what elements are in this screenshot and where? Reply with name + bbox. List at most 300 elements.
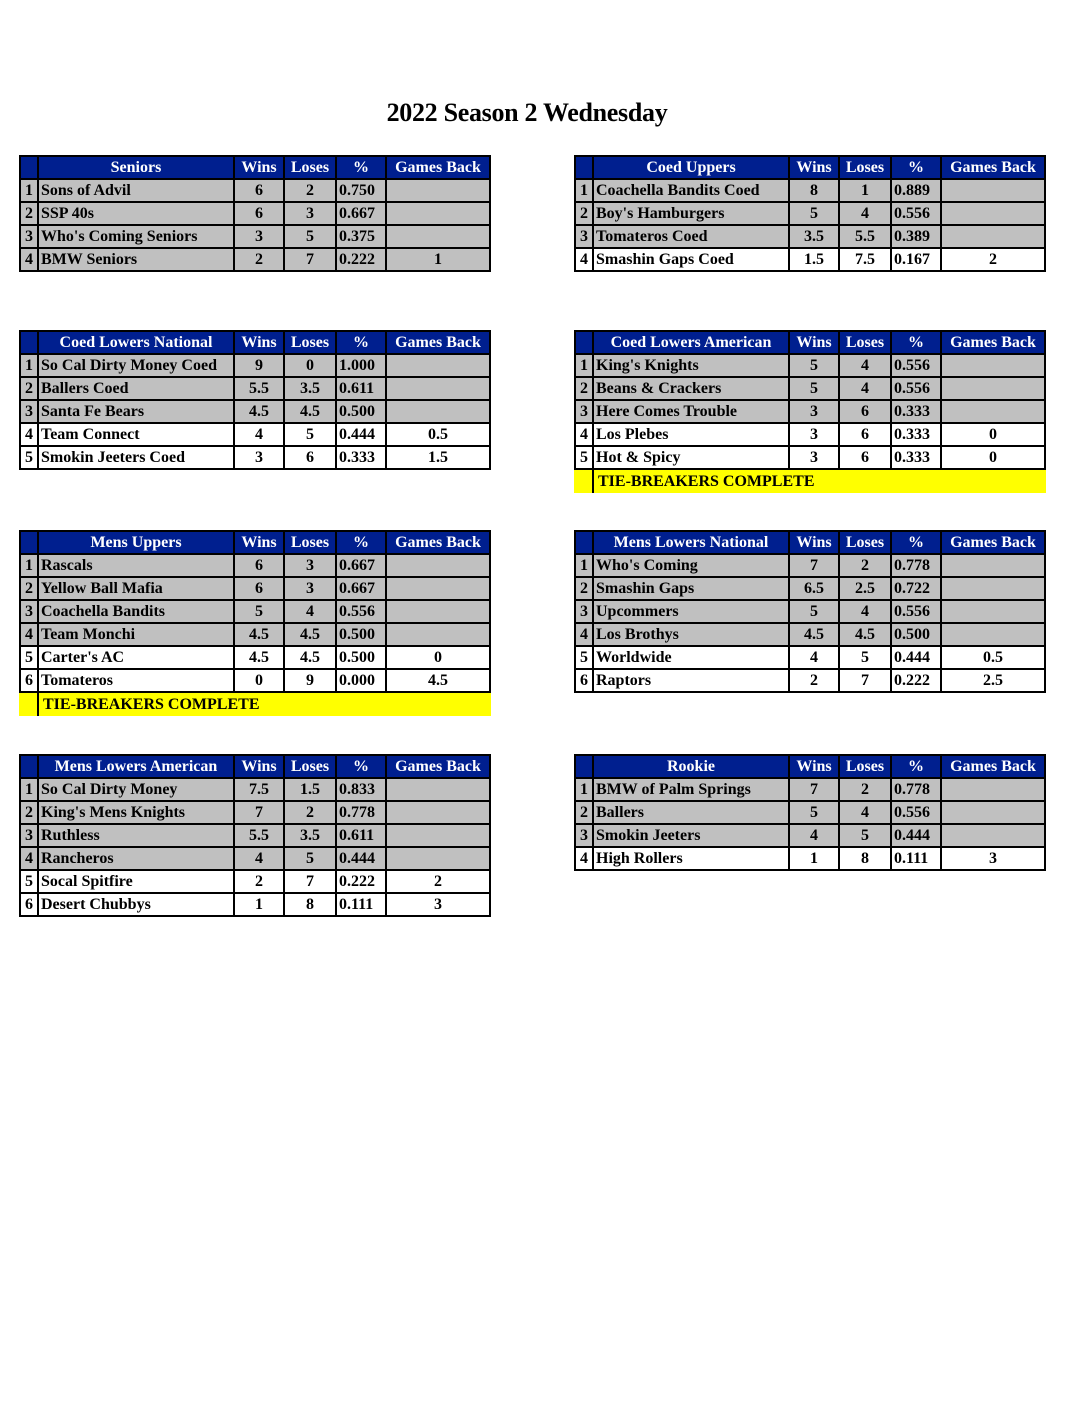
wins-header: Wins xyxy=(789,755,839,778)
games-back-cell: 3 xyxy=(941,847,1045,870)
table-row xyxy=(20,179,490,202)
games-back-cell xyxy=(386,554,490,577)
pct-cell: 0.667 xyxy=(336,202,386,225)
team-name-cell: Raptors xyxy=(593,669,789,692)
table-header-row xyxy=(20,531,490,554)
rank-cell: 2 xyxy=(575,377,593,400)
team-name-cell: Desert Chubbys xyxy=(38,893,234,916)
loses-cell: 3.5 xyxy=(284,377,336,400)
division-name: Mens Lowers National xyxy=(593,531,789,554)
table-header-row xyxy=(20,755,490,778)
loses-cell: 3 xyxy=(284,202,336,225)
tie-breakers-note xyxy=(574,470,1046,493)
team-name-cell: Who's Coming Seniors xyxy=(38,225,234,248)
division-name: Mens Lowers American xyxy=(38,755,234,778)
rank-cell: 2 xyxy=(575,577,593,600)
loses-cell: 6 xyxy=(839,400,891,423)
pct-cell: 0.375 xyxy=(336,225,386,248)
rank-cell: 1 xyxy=(575,554,593,577)
rank-cell: 1 xyxy=(20,554,38,577)
pct-cell: 0.111 xyxy=(891,847,941,870)
loses-cell: 4 xyxy=(839,801,891,824)
team-name-cell: BMW Seniors xyxy=(38,248,234,271)
games-back-cell xyxy=(386,377,490,400)
tie-breakers-text: TIE-BREAKERS COMPLETE xyxy=(598,473,815,490)
loses-header: Loses xyxy=(284,755,336,778)
table-row xyxy=(575,377,1045,400)
games-back-cell xyxy=(386,577,490,600)
loses-cell: 6 xyxy=(284,446,336,469)
pct-cell: 0.444 xyxy=(336,423,386,446)
games-back-header: Games Back xyxy=(386,331,490,354)
table-row xyxy=(20,202,490,225)
wins-header: Wins xyxy=(789,331,839,354)
pct-header: % xyxy=(336,531,386,554)
standings-block-mens-uppers xyxy=(19,530,491,716)
division-name: Seniors xyxy=(38,156,234,179)
team-name-cell: King's Mens Knights xyxy=(38,801,234,824)
standings-block-coed-uppers xyxy=(574,155,1046,272)
standings-block-seniors xyxy=(19,155,491,272)
pct-cell: 0.778 xyxy=(336,801,386,824)
standings-table xyxy=(574,530,1046,693)
loses-cell: 2.5 xyxy=(839,577,891,600)
loses-cell: 7 xyxy=(839,669,891,692)
pct-cell: 0.111 xyxy=(336,893,386,916)
division-name: Coed Lowers American xyxy=(593,331,789,354)
wins-cell: 2 xyxy=(234,248,284,271)
games-back-cell: 3 xyxy=(386,893,490,916)
pct-cell: 0.333 xyxy=(891,446,941,469)
table-header-row xyxy=(20,156,490,179)
rank-header xyxy=(20,755,38,778)
team-name-cell: BMW of Palm Springs xyxy=(593,778,789,801)
games-back-cell xyxy=(941,202,1045,225)
standings-block-coed-lowers-national xyxy=(19,330,491,470)
rank-cell: 1 xyxy=(20,778,38,801)
team-name-cell: Smokin Jeeters Coed xyxy=(38,446,234,469)
wins-cell: 4 xyxy=(789,824,839,847)
table-row xyxy=(20,600,490,623)
wins-cell: 4 xyxy=(234,847,284,870)
pct-cell: 0.833 xyxy=(336,778,386,801)
team-name-cell: Tomateros xyxy=(38,669,234,692)
pct-header: % xyxy=(891,156,941,179)
table-row xyxy=(575,202,1045,225)
wins-cell: 3 xyxy=(234,446,284,469)
loses-cell: 5.5 xyxy=(839,225,891,248)
pct-cell: 0.778 xyxy=(891,554,941,577)
rank-cell: 5 xyxy=(20,446,38,469)
pct-cell: 0.778 xyxy=(891,778,941,801)
rank-cell: 2 xyxy=(20,577,38,600)
table-row xyxy=(575,179,1045,202)
loses-cell: 4 xyxy=(839,202,891,225)
standings-block-mens-lowers-national xyxy=(574,530,1046,693)
rank-cell: 4 xyxy=(575,423,593,446)
wins-cell: 1.5 xyxy=(789,248,839,271)
standings-table xyxy=(574,754,1046,871)
pct-cell: 0.556 xyxy=(336,600,386,623)
games-back-cell xyxy=(941,225,1045,248)
loses-cell: 4.5 xyxy=(284,400,336,423)
wins-cell: 3 xyxy=(789,400,839,423)
wins-cell: 4.5 xyxy=(234,646,284,669)
team-name-cell: Coachella Bandits xyxy=(38,600,234,623)
games-back-cell xyxy=(941,623,1045,646)
wins-header: Wins xyxy=(234,531,284,554)
games-back-cell xyxy=(386,400,490,423)
games-back-cell xyxy=(386,354,490,377)
games-back-header: Games Back xyxy=(941,156,1045,179)
pct-cell: 0.444 xyxy=(891,646,941,669)
loses-cell: 4 xyxy=(284,600,336,623)
team-name-cell: SSP 40s xyxy=(38,202,234,225)
games-back-header: Games Back xyxy=(941,331,1045,354)
team-name-cell: High Rollers xyxy=(593,847,789,870)
pct-cell: 0.444 xyxy=(336,847,386,870)
games-back-cell xyxy=(386,824,490,847)
wins-header: Wins xyxy=(789,531,839,554)
team-name-cell: Smokin Jeeters xyxy=(593,824,789,847)
rank-cell: 6 xyxy=(575,669,593,692)
wins-cell: 5 xyxy=(789,600,839,623)
pct-cell: 0.611 xyxy=(336,824,386,847)
wins-cell: 6 xyxy=(234,554,284,577)
games-back-header: Games Back xyxy=(941,531,1045,554)
table-header-row xyxy=(575,755,1045,778)
team-name-cell: Beans & Crackers xyxy=(593,377,789,400)
wins-cell: 2 xyxy=(789,669,839,692)
rank-header xyxy=(20,156,38,179)
loses-cell: 6 xyxy=(839,446,891,469)
games-back-cell xyxy=(941,824,1045,847)
table-row xyxy=(20,870,490,893)
team-name-cell: King's Knights xyxy=(593,354,789,377)
games-back-cell: 0.5 xyxy=(386,423,490,446)
wins-header: Wins xyxy=(234,331,284,354)
loses-header: Loses xyxy=(839,156,891,179)
wins-cell: 3 xyxy=(789,446,839,469)
loses-cell: 5 xyxy=(284,225,336,248)
games-back-cell: 4.5 xyxy=(386,669,490,692)
wins-cell: 6 xyxy=(234,202,284,225)
standings-block-rookie xyxy=(574,754,1046,871)
games-back-header: Games Back xyxy=(386,531,490,554)
games-back-cell: 2 xyxy=(941,248,1045,271)
loses-cell: 7 xyxy=(284,870,336,893)
loses-cell: 6 xyxy=(839,423,891,446)
table-row xyxy=(575,623,1045,646)
rank-header xyxy=(575,156,593,179)
team-name-cell: Coachella Bandits Coed xyxy=(593,179,789,202)
table-row xyxy=(575,646,1045,669)
team-name-cell: Socal Spitfire xyxy=(38,870,234,893)
wins-cell: 7 xyxy=(789,778,839,801)
wins-cell: 6.5 xyxy=(789,577,839,600)
team-name-cell: Ballers xyxy=(593,801,789,824)
team-name-cell: So Cal Dirty Money Coed xyxy=(38,354,234,377)
rank-cell: 4 xyxy=(575,623,593,646)
games-back-cell xyxy=(386,847,490,870)
loses-cell: 4.5 xyxy=(284,646,336,669)
pct-cell: 0.500 xyxy=(336,646,386,669)
team-name-cell: Ruthless xyxy=(38,824,234,847)
games-back-header: Games Back xyxy=(386,755,490,778)
rank-cell: 3 xyxy=(20,824,38,847)
team-name-cell: Carter's AC xyxy=(38,646,234,669)
standings-table xyxy=(19,155,491,272)
table-row xyxy=(575,600,1045,623)
table-header-row xyxy=(575,156,1045,179)
wins-cell: 4.5 xyxy=(234,623,284,646)
rank-cell: 2 xyxy=(575,801,593,824)
wins-cell: 5 xyxy=(789,801,839,824)
wins-header: Wins xyxy=(789,156,839,179)
team-name-cell: Rancheros xyxy=(38,847,234,870)
pct-cell: 0.389 xyxy=(891,225,941,248)
table-header-row xyxy=(575,331,1045,354)
page-title: 2022 Season 2 Wednesday xyxy=(386,98,668,127)
pct-cell: 0.556 xyxy=(891,377,941,400)
wins-cell: 7.5 xyxy=(234,778,284,801)
loses-cell: 0 xyxy=(284,354,336,377)
pct-cell: 0.444 xyxy=(891,824,941,847)
games-back-cell xyxy=(386,225,490,248)
rank-cell: 3 xyxy=(575,400,593,423)
pct-header: % xyxy=(891,531,941,554)
table-row xyxy=(20,824,490,847)
wins-header: Wins xyxy=(234,156,284,179)
table-row xyxy=(575,801,1045,824)
wins-cell: 3.5 xyxy=(789,225,839,248)
games-back-cell xyxy=(386,801,490,824)
pct-cell: 0.667 xyxy=(336,554,386,577)
table-row xyxy=(20,446,490,469)
pct-cell: 0.167 xyxy=(891,248,941,271)
table-row xyxy=(575,669,1045,692)
standings-block-coed-lowers-american xyxy=(574,330,1046,493)
wins-cell: 3 xyxy=(234,225,284,248)
rank-cell: 2 xyxy=(20,801,38,824)
loses-cell: 3.5 xyxy=(284,824,336,847)
tie-breakers-note xyxy=(19,693,491,716)
table-row xyxy=(575,446,1045,469)
pct-cell: 0.722 xyxy=(891,577,941,600)
pct-header: % xyxy=(336,331,386,354)
table-row xyxy=(20,801,490,824)
table-row xyxy=(575,554,1045,577)
loses-header: Loses xyxy=(284,531,336,554)
pct-cell: 0.667 xyxy=(336,577,386,600)
table-row xyxy=(20,669,490,692)
loses-cell: 4.5 xyxy=(284,623,336,646)
wins-cell: 4 xyxy=(789,646,839,669)
rank-cell: 1 xyxy=(575,354,593,377)
games-back-cell: 0.5 xyxy=(941,646,1045,669)
table-row xyxy=(20,423,490,446)
games-back-cell xyxy=(941,554,1045,577)
rank-header xyxy=(20,331,38,354)
loses-cell: 4.5 xyxy=(839,623,891,646)
pct-cell: 0.556 xyxy=(891,202,941,225)
rank-cell: 5 xyxy=(20,646,38,669)
games-back-cell xyxy=(941,778,1045,801)
rank-header xyxy=(575,331,593,354)
rank-cell: 4 xyxy=(20,623,38,646)
team-name-cell: Smashin Gaps xyxy=(593,577,789,600)
wins-cell: 6 xyxy=(234,577,284,600)
team-name-cell: Who's Coming xyxy=(593,554,789,577)
rank-cell: 4 xyxy=(20,248,38,271)
pct-cell: 0.500 xyxy=(336,623,386,646)
pct-cell: 0.222 xyxy=(891,669,941,692)
pct-header: % xyxy=(891,755,941,778)
loses-header: Loses xyxy=(284,331,336,354)
wins-cell: 5 xyxy=(234,600,284,623)
loses-cell: 2 xyxy=(839,554,891,577)
games-back-cell: 0 xyxy=(941,446,1045,469)
wins-cell: 4.5 xyxy=(234,400,284,423)
wins-cell: 5 xyxy=(789,354,839,377)
pct-cell: 0.500 xyxy=(336,400,386,423)
games-back-cell xyxy=(941,801,1045,824)
team-name-cell: Santa Fe Bears xyxy=(38,400,234,423)
rank-cell: 6 xyxy=(20,669,38,692)
division-name: Coed Lowers National xyxy=(38,331,234,354)
games-back-cell: 0 xyxy=(386,646,490,669)
games-back-cell: 1 xyxy=(386,248,490,271)
team-name-cell: Upcommers xyxy=(593,600,789,623)
wins-cell: 5 xyxy=(789,377,839,400)
table-row xyxy=(575,847,1045,870)
loses-header: Loses xyxy=(839,755,891,778)
table-row xyxy=(575,400,1045,423)
loses-cell: 5 xyxy=(284,423,336,446)
loses-cell: 3 xyxy=(284,577,336,600)
pct-cell: 0.889 xyxy=(891,179,941,202)
team-name-cell: Yellow Ball Mafia xyxy=(38,577,234,600)
team-name-cell: Los Plebes xyxy=(593,423,789,446)
pct-header: % xyxy=(891,331,941,354)
team-name-cell: Team Connect xyxy=(38,423,234,446)
rank-header xyxy=(575,531,593,554)
rank-cell: 4 xyxy=(575,847,593,870)
loses-cell: 4 xyxy=(839,354,891,377)
wins-cell: 6 xyxy=(234,179,284,202)
loses-cell: 3 xyxy=(284,554,336,577)
rank-cell: 1 xyxy=(20,354,38,377)
table-row xyxy=(575,354,1045,377)
team-name-cell: So Cal Dirty Money xyxy=(38,778,234,801)
rank-cell: 2 xyxy=(20,202,38,225)
standings-block-mens-lowers-american xyxy=(19,754,491,917)
table-row xyxy=(20,847,490,870)
loses-cell: 1 xyxy=(839,179,891,202)
loses-header: Loses xyxy=(839,531,891,554)
table-row xyxy=(20,623,490,646)
wins-cell: 7 xyxy=(789,554,839,577)
table-row xyxy=(20,354,490,377)
table-row xyxy=(20,577,490,600)
wins-cell: 4.5 xyxy=(789,623,839,646)
team-name-cell: Smashin Gaps Coed xyxy=(593,248,789,271)
standings-table xyxy=(574,155,1046,272)
games-back-cell xyxy=(941,377,1045,400)
table-row xyxy=(20,248,490,271)
rank-cell: 2 xyxy=(20,377,38,400)
wins-cell: 5.5 xyxy=(234,377,284,400)
standings-table xyxy=(19,754,491,917)
loses-cell: 2 xyxy=(284,801,336,824)
division-name: Rookie xyxy=(593,755,789,778)
rank-cell: 6 xyxy=(20,893,38,916)
games-back-cell xyxy=(941,577,1045,600)
loses-cell: 8 xyxy=(839,847,891,870)
games-back-cell xyxy=(941,179,1045,202)
table-row xyxy=(575,248,1045,271)
team-name-cell: Hot & Spicy xyxy=(593,446,789,469)
table-row xyxy=(20,400,490,423)
rank-cell: 5 xyxy=(575,446,593,469)
table-row xyxy=(575,778,1045,801)
table-row xyxy=(20,778,490,801)
games-back-cell: 2 xyxy=(386,870,490,893)
loses-cell: 7 xyxy=(284,248,336,271)
pct-cell: 0.222 xyxy=(336,248,386,271)
pct-header: % xyxy=(336,755,386,778)
team-name-cell: Ballers Coed xyxy=(38,377,234,400)
rank-cell: 5 xyxy=(575,646,593,669)
rank-cell: 4 xyxy=(20,847,38,870)
team-name-cell: Tomateros Coed xyxy=(593,225,789,248)
wins-header: Wins xyxy=(234,755,284,778)
team-name-cell: Worldwide xyxy=(593,646,789,669)
table-header-row xyxy=(20,331,490,354)
team-name-cell: Boy's Hamburgers xyxy=(593,202,789,225)
games-back-cell: 2.5 xyxy=(941,669,1045,692)
rank-cell: 3 xyxy=(20,225,38,248)
loses-cell: 4 xyxy=(839,600,891,623)
games-back-cell xyxy=(386,179,490,202)
games-back-cell xyxy=(386,202,490,225)
pct-cell: 0.333 xyxy=(891,423,941,446)
table-header-row xyxy=(575,531,1045,554)
wins-cell: 5.5 xyxy=(234,824,284,847)
pct-header: % xyxy=(336,156,386,179)
pct-cell: 1.000 xyxy=(336,354,386,377)
pct-cell: 0.556 xyxy=(891,354,941,377)
team-name-cell: Here Comes Trouble xyxy=(593,400,789,423)
games-back-cell xyxy=(941,400,1045,423)
standings-table xyxy=(19,330,491,470)
tie-breakers-text: TIE-BREAKERS COMPLETE xyxy=(43,696,260,713)
loses-cell: 2 xyxy=(839,778,891,801)
games-back-cell: 1.5 xyxy=(386,446,490,469)
division-name: Coed Uppers xyxy=(593,156,789,179)
note-divider xyxy=(592,470,594,493)
games-back-cell xyxy=(386,600,490,623)
pct-cell: 0.556 xyxy=(891,801,941,824)
loses-cell: 8 xyxy=(284,893,336,916)
team-name-cell: Rascals xyxy=(38,554,234,577)
pct-cell: 0.611 xyxy=(336,377,386,400)
loses-cell: 2 xyxy=(284,179,336,202)
team-name-cell: Sons of Advil xyxy=(38,179,234,202)
rank-cell: 3 xyxy=(20,400,38,423)
wins-cell: 1 xyxy=(789,847,839,870)
pct-cell: 0.000 xyxy=(336,669,386,692)
